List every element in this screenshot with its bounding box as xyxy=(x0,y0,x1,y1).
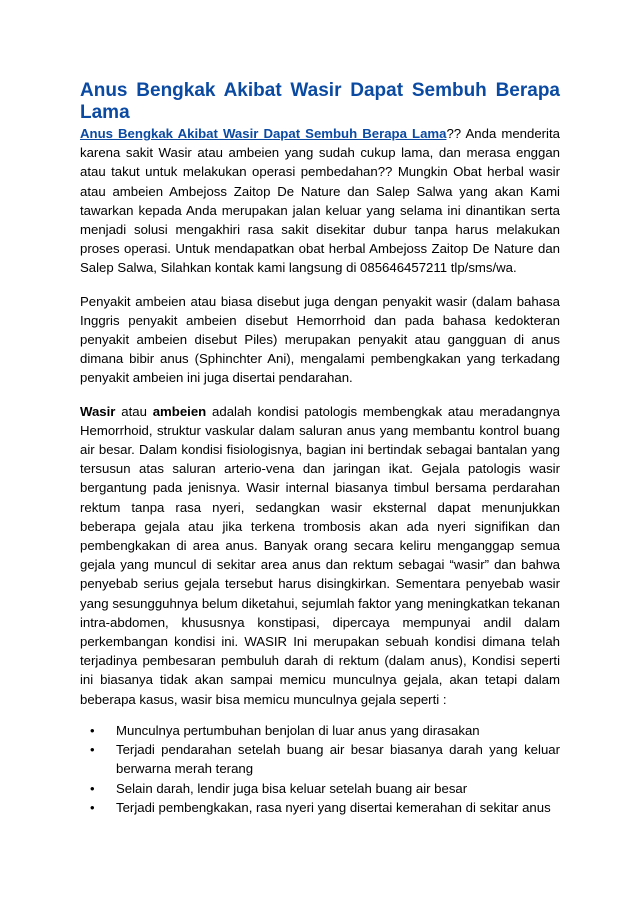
bullet-icon: • xyxy=(90,780,95,796)
list-item-text: Terjadi pendarahan setelah buang air besar biasanya darah yang keluar berwarna merah terang xyxy=(116,742,560,777)
list-item-text: Munculnya pertumbuhan benjolan di luar anus yang dirasakan xyxy=(116,722,480,738)
document-page xyxy=(80,80,560,817)
bullet-icon: • xyxy=(90,742,95,758)
intro-text: ?? Anda menderita karena sakit Wasir atau ambeien yang sudah cukup lama, dan merasa enggan atau takut untuk melakukan operasi pembedahan?? Mungkin Obat herbal wasir atau ambeien Ambejoss Zaitop De Nature dan Salep Salwa yang akan Kami tawarkan kepada Anda merupakan jalan keluar yang selama ini dinantikan serta menjadi solusi mengakhiri rasa sakit disekitar dubur tanpa harus melakukan proses operasi. Untuk mendapatkan obat herbal Ambejoss Zaitop De Nature dan Salep Salwa, Silahkan kontak kami langsung di 085646457211 tlp/sms/wa. xyxy=(80,126,560,276)
bullet-icon: • xyxy=(90,722,95,738)
list-item xyxy=(90,740,560,778)
title-keyword-link[interactable]: Anus Bengkak Akibat Wasir Dapat Sembuh Berapa Lama xyxy=(80,126,447,141)
article-title: Anus Bengkak Akibat Wasir Dapat Sembuh Berapa Lama xyxy=(80,80,560,123)
wasir-paragraph xyxy=(80,402,560,709)
ambeien-bold: ambeien xyxy=(152,403,207,419)
bullet-icon: • xyxy=(90,799,95,815)
list-item xyxy=(90,721,560,740)
wasir-connector: atau xyxy=(115,403,153,419)
list-item xyxy=(90,779,560,798)
symptom-list xyxy=(80,721,560,817)
definition-paragraph: Penyakit ambeien atau biasa disebut juga dengan penyakit wasir (dalam bahasa Inggris penyakit ambeien disebut Hemorrhoid dan pada bahasa kedokteran penyakit ambeien disebut Piles) merupakan penyakit atau gangguan di anus dimana bibir anus (Sphinchter Ani), mengalami pembengkakan yang terkadang penyakit ambeien ini juga disertai pendarahan. xyxy=(80,293,560,386)
list-item-text: Terjadi pembengkakan, rasa nyeri yang disertai kemerahan di sekitar anus xyxy=(116,799,551,815)
list-item xyxy=(90,798,560,817)
intro-paragraph xyxy=(80,124,560,278)
list-item-text: Selain darah, lendir juga bisa keluar setelah buang air besar xyxy=(116,780,468,796)
wasir-bold: Wasir xyxy=(80,403,116,419)
wasir-text: adalah kondisi patologis membengkak atau meradangnya Hemorrhoid, struktur vaskular dalam saluran anus yang membantu kontrol buang air besar. Dalam kondisi fisiologisnya, bagian ini bertindak sebagai bantalan yang tersusun atas saluran arterio-vena dan jaringan ikat. Gejala patologis wasir bergantung pada jenisnya. Wasir internal biasanya timbul bersama perdarahan rektum tanpa rasa nyeri, sedangkan wasir eksternal dapat menunjukkan beberapa gejala atau jika terkena trombosis akan ada nyeri signifikan dan pembengkakan di area anus. Banyak orang secara keliru menganggap semua gejala yang muncul di sekitar area anus dan rektum sebagai “wasir” dan bahwa penyebab serius gejala tersebut harus disingkirkan. Sementara penyebab wasir yang sesungguhnya belum diketahui, sejumlah faktor yang meningkatkan tekanan intra-abdomen, khususnya konstipasi, dipercaya mempunyai andil dalam perkembangan kondisi ini. WASIR Ini merupakan sebuah kondisi dimana telah terjadinya pembesaran pembuluh darah di rektum (dalam anus), Kondisi seperti ini biasanya tidak akan sampai memicu munculnya gejala, akan tetapi dalam beberapa kasus, wasir bisa memicu munculnya gejala seperti : xyxy=(80,403,560,707)
